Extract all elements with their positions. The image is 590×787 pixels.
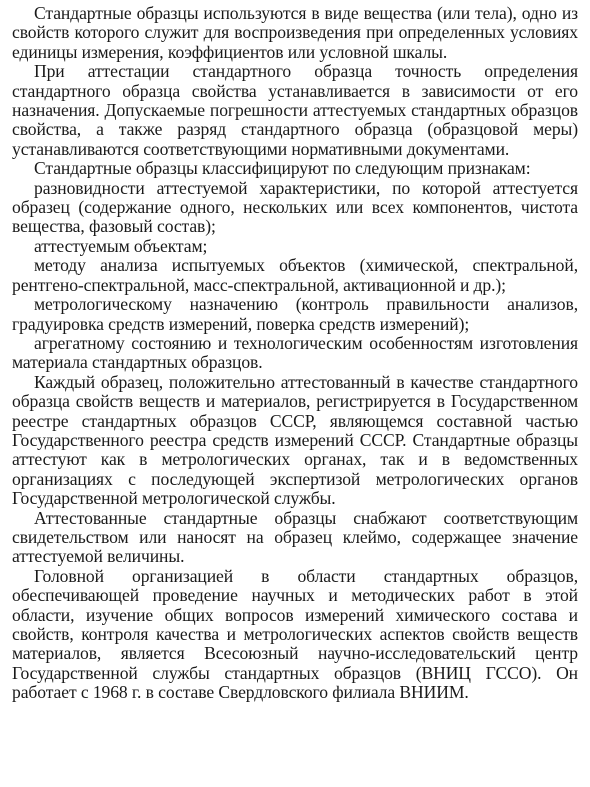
paragraph-attestation: При аттестации стандартного образца точность определения стандартного образца свойства устанавливается в зависимости от его назначения. Допускаемые погрешности аттестуемых стандартных образцов свойства, а также разряд стандартного образца (образцовой меры) устанавливаются соответствующими нормативными документами. [12,61,578,159]
paragraph-head-organization: Головной организацией в области стандартных образцов, обеспечивающей проведение научных и методических работ в этой области, изучение общих вопросов измерений химического состава и свойств, контроля качества и метрологических аспектов свойств веществ материалов, является Всесоюзный научно-исследовательский центр Государственной службы стандартных образцов (ВНИЦ ГССО). Он работает с 1968 г. в составе Свердловского филиала ВНИИМ. [12,565,578,703]
list-item-characteristic: разновидности аттестуемой характеристики, по которой аттестуется образец (содержание одного, нескольких или всех компонентов, чистота вещества, фазовый состав); [12,177,578,237]
paragraph-registration: Каждый образец, положительно аттестованный в качестве стандартного образца свойств веществ и материалов, регистрируется в Государственном реестре стандартных образцов СССР, являющемся составной частью Государственного реестра средств измерений СССР. Стандартные образцы аттестуют как в метрологических органах, так и в ведомственных организациях с последующей экспертизой метрологических органов Государственной метрологической службы. [12,371,578,509]
list-item-method: методу анализа испытуемых объектов (химической, спектральной, рентгено-спектральной, масс-спектральной, активационной и др.); [12,255,578,295]
paragraph-intro: Стандартные образцы используются в виде вещества (или тела), одно из свойств которого служит для воспроизведения при определенных условиях единицы измерения, коэффициентов или условной шкалы. [12,3,578,62]
list-item-objects: аттестуемым объектам; [34,235,208,256]
list-item-state: агрегатному состоянию и технологическим особенностям изготовления материала стандартных образцов. [12,332,578,373]
list-item-purpose: метрологическому назначению (контроль правильности анализов, градуировка средств измерений, поверка средств измерений); [12,294,578,334]
paragraph-certificate: Аттестованные стандартные образцы снабжают соответствующим свидетельством или наносят на образец клеймо, содержащее значение аттестуемой величины. [12,507,578,567]
paragraph-classification-lead: Стандартные образцы классифицируют по следующим признакам: [34,158,531,179]
